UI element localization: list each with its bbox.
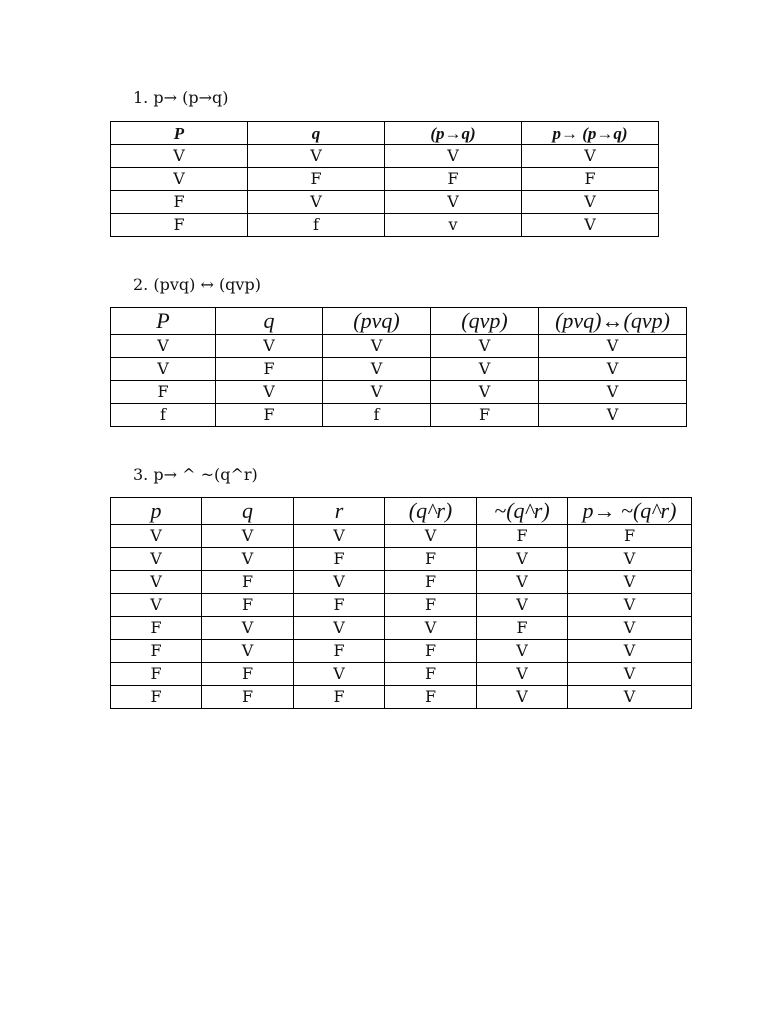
table-cell: V [522,214,659,237]
table-cell: V [294,617,385,640]
column-header: q [202,498,294,525]
table-cell: F [385,548,477,571]
table-cell: V [477,663,568,686]
table-row [111,571,692,594]
table-cell: V [568,548,692,571]
table-row [111,191,659,214]
table-cell: V [323,381,431,404]
table-cell: F [202,571,294,594]
column-header: (q^r) [385,498,477,525]
table-cell: f [323,404,431,427]
table-row [111,335,687,358]
table-cell: F [111,191,248,214]
table-cell: V [539,358,687,381]
table-cell: V [431,335,539,358]
table-cell: V [522,145,659,168]
table-cell: V [111,358,216,381]
section-3-heading: 3. p→ ^ ~(q^r) [133,465,258,484]
column-header: (p→q) [385,122,522,145]
table-cell: F [568,525,692,548]
header-row [111,122,659,145]
table-cell: V [568,594,692,617]
column-header: q [248,122,385,145]
table-cell: V [477,686,568,709]
column-header: ~(q^r) [477,498,568,525]
table-row [111,548,692,571]
section-1-heading: 1. p→ (p→q) [133,88,229,107]
column-header: P [111,308,216,335]
table-cell: F [385,663,477,686]
table-cell: F [111,617,202,640]
table-cell: F [111,381,216,404]
table-cell: V [539,335,687,358]
table-cell: V [111,145,248,168]
table-cell: V [111,594,202,617]
truth-table-1 [110,121,659,237]
table-cell: V [111,548,202,571]
table-row [111,358,687,381]
table-cell: V [431,358,539,381]
header-row [111,498,692,525]
truth-table-2 [110,307,687,427]
table-cell: V [477,548,568,571]
column-header: p [111,498,202,525]
table-cell: V [385,145,522,168]
table-cell: V [568,663,692,686]
table-cell: V [431,381,539,404]
table-cell: V [111,525,202,548]
table-cell: V [294,571,385,594]
table-cell: F [294,640,385,663]
column-header: (pvq)↔(qvp) [539,308,687,335]
table-cell: F [202,663,294,686]
table-cell: F [385,168,522,191]
table-cell: V [522,191,659,214]
table-cell: V [568,686,692,709]
table-row [111,640,692,663]
column-header: r [294,498,385,525]
table-cell: F [111,640,202,663]
table-cell: V [202,617,294,640]
table-cell: v [385,214,522,237]
truth-table-3 [110,497,692,709]
table-cell: F [294,686,385,709]
table-cell: F [216,358,323,381]
table-cell: V [477,594,568,617]
table-cell: F [216,404,323,427]
table-cell: F [294,594,385,617]
table-cell: V [248,145,385,168]
table-cell: f [248,214,385,237]
table-cell: F [385,640,477,663]
table-cell: V [385,525,477,548]
table-cell: V [111,168,248,191]
table-cell: V [248,191,385,214]
table-row [111,168,659,191]
table-row [111,525,692,548]
table-row [111,145,659,168]
column-header: q [216,308,323,335]
table-cell: V [385,191,522,214]
table-cell: F [522,168,659,191]
table-cell: V [539,404,687,427]
table-cell: F [477,617,568,640]
table-row [111,214,659,237]
table-cell: V [111,335,216,358]
table-cell: V [568,617,692,640]
table-cell: V [568,640,692,663]
table-cell: F [431,404,539,427]
column-header: (qvp) [431,308,539,335]
table-row [111,404,687,427]
table-cell: V [385,617,477,640]
table-row [111,594,692,617]
column-header: p→ ~(q^r) [568,498,692,525]
table-cell: V [323,335,431,358]
table-cell: V [216,381,323,404]
column-header: p→ (p→q) [522,122,659,145]
table-row [111,381,687,404]
table-cell: V [202,548,294,571]
column-header: (pvq) [323,308,431,335]
table-cell: V [294,525,385,548]
table-cell: V [294,663,385,686]
table-cell: F [111,214,248,237]
table-row [111,663,692,686]
table-cell: V [539,381,687,404]
table-cell: F [385,571,477,594]
column-header: P [111,122,248,145]
table-cell: F [477,525,568,548]
table-cell: F [294,548,385,571]
table-cell: F [202,686,294,709]
table-row [111,686,692,709]
header-row [111,308,687,335]
table-cell: V [111,571,202,594]
table-cell: F [385,686,477,709]
table-cell: F [111,663,202,686]
table-cell: F [202,594,294,617]
table-cell: f [111,404,216,427]
table-cell: V [202,640,294,663]
table-cell: V [477,640,568,663]
table-cell: F [248,168,385,191]
table-cell: V [323,358,431,381]
table-cell: V [568,571,692,594]
table-cell: V [202,525,294,548]
table-cell: F [385,594,477,617]
section-2-heading: 2. (pvq) ↔ (qvp) [133,275,261,294]
table-cell: V [216,335,323,358]
table-cell: F [111,686,202,709]
table-row [111,617,692,640]
table-cell: V [477,571,568,594]
